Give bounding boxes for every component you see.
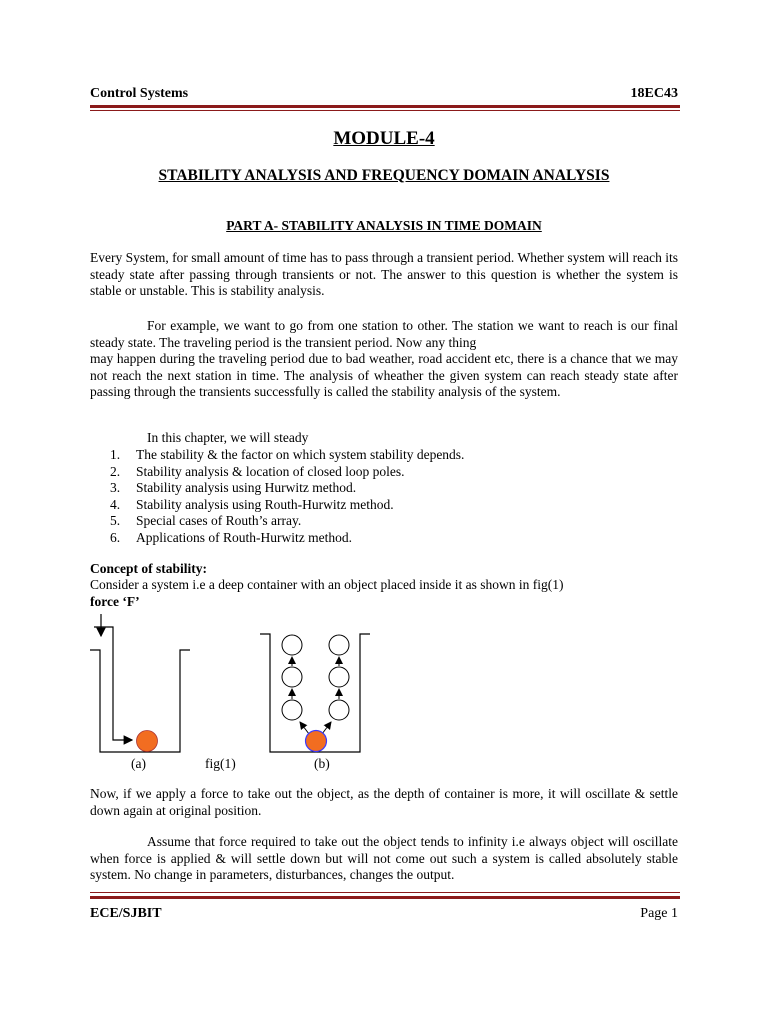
list-item: 2. Stability analysis & location of closed loop poles. <box>110 463 405 479</box>
module-title: MODULE-4 <box>333 128 435 149</box>
footer-department: ECE/SJBIT <box>90 906 162 921</box>
absolute-stability-paragraph: Assume that force required to take out the object tends to infinity i.e always object will oscillate when force is applied & will settle down but will not come out such a system is called absolutely stable system. No change in parameters, disturbances, changes the output. <box>90 834 678 882</box>
page-header <box>90 86 678 104</box>
header-rule-thin <box>90 110 680 111</box>
force-label: force ‘F’ <box>90 594 140 609</box>
list-item: 6. Applications of Routh-Hurwitz method. <box>110 529 352 545</box>
figure-label-b: (b) <box>314 756 330 771</box>
header-rule-thick <box>90 105 680 108</box>
footer-rule-thick <box>90 896 680 899</box>
stability-figure <box>80 610 400 760</box>
example-paragraph-line1: For example, we want to go from one station to other. The station we want to reach is our final steady state. The traveling period is the transient period. Now any thing <box>90 318 678 350</box>
ball-b <box>306 731 327 752</box>
concept-text: Consider a system i.e a deep container with an object placed inside it as shown in fig(1) <box>90 577 564 592</box>
header-subject: Control Systems <box>90 86 189 101</box>
list-item: 5. Special cases of Routh’s array. <box>110 513 302 529</box>
page-number: Page 1 <box>640 906 678 921</box>
header-course-code: 18EC43 <box>630 86 678 101</box>
list-item: 1. The stability & the factor on which system stability depends. <box>110 447 465 462</box>
chapter-intro: In this chapter, we will steady <box>147 430 309 445</box>
footer-rule-thin <box>90 892 680 893</box>
example-paragraph-body: may happen during the traveling period due to bad weather, road accident etc, there is a chance that we may not reach the next station in time. The analysis of wheather the given system can reach steady state after passing through the transients successfully is called the stability analysis of the system. <box>90 351 678 399</box>
intro-paragraph: Every System, for small amount of time has to pass through a transient period. Whether system will reach its steady state after passing through transients or not. The answer to this question is whether the system is stable or unstable. This is stability analysis. <box>90 250 678 298</box>
oscillation-paragraph: Now, if we apply a force to take out the object, as the depth of container is more, it will oscillate & settle down again at original position. <box>90 786 678 818</box>
main-title: STABILITY ANALYSIS AND FREQUENCY DOMAIN ANALYSIS <box>158 167 610 184</box>
list-item: 4. Stability analysis using Routh-Hurwitz method. <box>110 496 394 512</box>
figure-caption: fig(1) <box>205 756 236 771</box>
ball-a <box>137 731 158 752</box>
list-item: 3. Stability analysis using Hurwitz method. <box>110 480 357 496</box>
oscillation-paths <box>282 635 349 734</box>
topics-list <box>110 447 464 547</box>
concept-heading: Concept of stability: <box>90 561 207 576</box>
figure-label-a: (a) <box>131 756 146 771</box>
part-title: PART A- STABILITY ANALYSIS IN TIME DOMAIN <box>226 218 542 233</box>
